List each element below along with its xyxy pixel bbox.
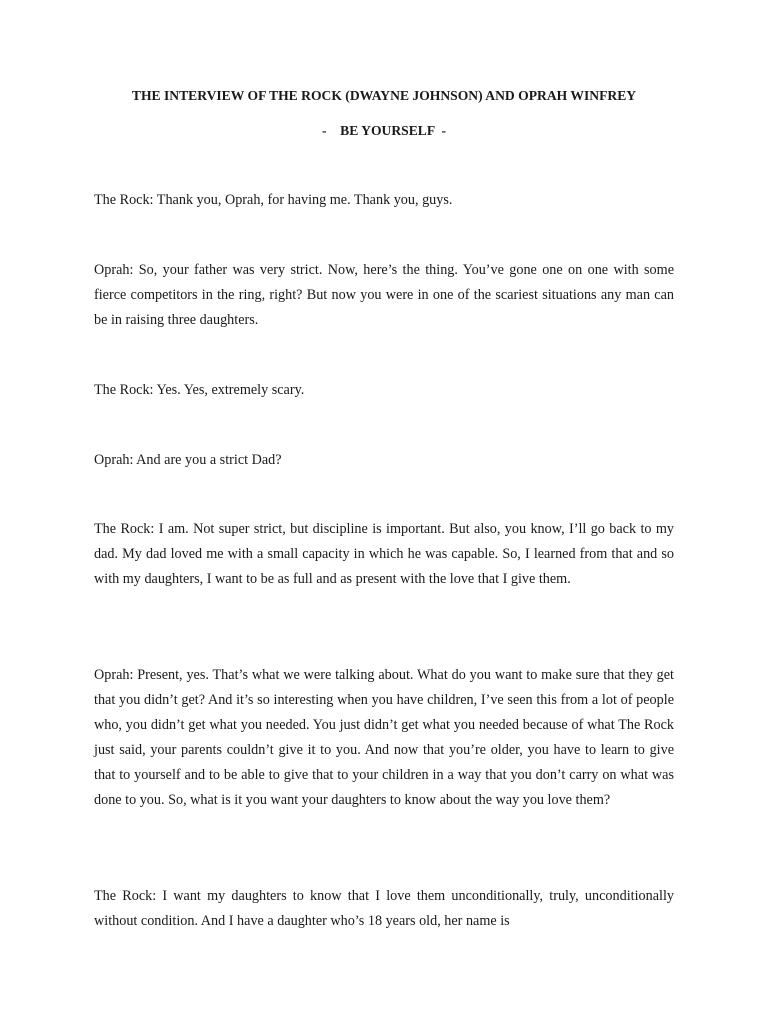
paragraph-text: And are you a strict Dad? <box>133 452 282 468</box>
transcript-paragraph <box>94 378 674 403</box>
speaker-name: The Rock: <box>94 382 154 398</box>
paragraph-text: Thank you, Oprah, for having me. Thank you, guys. <box>153 192 453 208</box>
transcript-paragraph <box>94 188 674 213</box>
transcript-paragraph <box>94 663 674 813</box>
speaker-name: Oprah: <box>94 667 134 683</box>
speaker-name: The Rock: <box>94 888 157 904</box>
transcript-paragraph <box>94 448 674 473</box>
paragraph-text: I want my daughters to know that I love them unconditionally, truly, unconditionally without condition. And I have a daughter who’s 18 years old, her name is <box>94 888 674 929</box>
paragraph-text: So, your father was very strict. Now, here’s the thing. You’ve gone one on one with some fierce competitors in the ring, right? But now you were in one of the scariest situations any man can be in raising three daughters. <box>94 262 674 328</box>
paragraph-text: Yes. Yes, extremely scary. <box>153 382 305 398</box>
speaker-name: The Rock: <box>94 192 154 208</box>
transcript-paragraph <box>94 517 674 592</box>
speaker-name: Oprah: <box>94 262 134 278</box>
paragraph-text: I am. Not super strict, but discipline is important. But also, you know, I’ll go back to my dad. My dad loved me with a small capacity in which he was capable. So, I learned from that and so with my daughters, I want to be as full and as present with the love that I give them. <box>94 521 674 587</box>
document-title: THE INTERVIEW OF THE ROCK (DWAYNE JOHNSON) AND OPRAH WINFREY <box>131 88 637 103</box>
paragraph-text: Present, yes. That’s what we were talking about. What do you want to make sure that they get that you didn’t get? And it’s so interesting when you have children, I’ve seen this from a lot of people who, you didn’t get what you needed. You just didn’t get what you needed because of what The Rock just said, your parents couldn’t give it to you. And now that you’re older, you have to learn to give that to yourself and to be able to give that to your children in a way that you don’t carry on what was done to you. So, what is it you want your daughters to know about the way you love them? <box>94 667 674 808</box>
speaker-name: The Rock: <box>94 521 155 537</box>
transcript-paragraph <box>94 884 674 934</box>
transcript-paragraph <box>94 258 674 333</box>
speaker-name: Oprah: <box>94 452 134 468</box>
document-subtitle: - BE YOURSELF - <box>322 123 446 138</box>
